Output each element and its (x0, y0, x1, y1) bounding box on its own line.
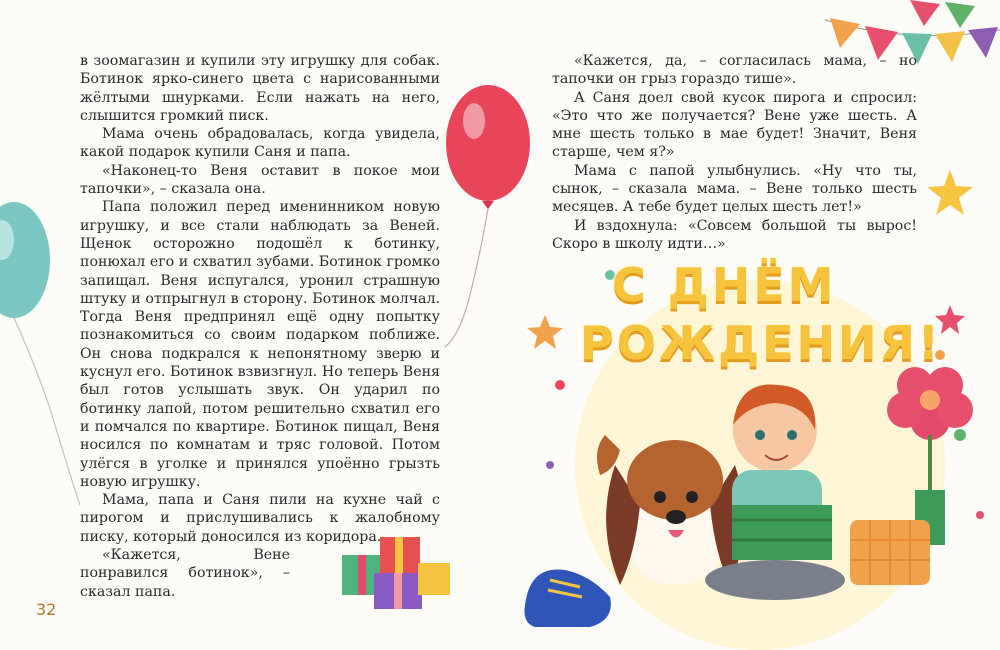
red-balloon-illustration (440, 85, 530, 355)
paragraph: Мама, папа и Саня пили на кухне чай с пирогом и прислушивались к жалобному писку, который доносился из коридора. (80, 492, 440, 545)
gold-star-icon (925, 168, 975, 218)
paragraph: «Кажется, да, – согласилась мама, – но тапочки он грыз гораздо тише». (552, 53, 917, 88)
paragraph: в зоомагазин и купили эту игрушку для собак. Ботинок ярко-синего цвета с нарисованными жёлтыми шнурками. Если нажать на него, слышится громкий писк. (80, 53, 440, 124)
paragraph: А Саня доел свой кусок пирога и спросил: «Это что же получается? Вене уже шесть. А мне шесть только в мае будет! Значит, Веня старше, чем я?» (552, 89, 917, 161)
right-text-column (552, 52, 917, 253)
paragraph: Папа положил перед именинником новую игрушку, и все стали наблюдать за Веней. Щенок осторожно подошёл к ботинку, понюхал его и схватил зубами. Ботинок громко запищал. Веня испугался, уронил страшную штуку и отпрыгнул в сторону. Ботинок молчал. Тогда Веня предпринял ещё одну попытку познакомиться со своим подарком поближе. Он снова подкрался к непонятному зверю и куснул его. Ботинок взвизгнул. Но теперь Веня был готов услышать звук. Он ударил по ботинку лапой, потом решительно схватил его и помчался по квартире. Ботинок пищал, Веня носился по комнатам и тряс головой. Потом улёгся в уголке и принялся упоённо грызть новую игрушку. (80, 199, 440, 490)
paragraph: «Наконец-то Веня оставит в покое мои тапочки», – сказала она. (80, 162, 440, 198)
page-number: 32 (36, 600, 57, 619)
paragraph: Мама очень обрадовалась, когда увидела, какой подарок купили Саня и папа. (80, 126, 440, 161)
banner-line-1: С ДНЁМ (612, 258, 837, 312)
paragraph: И вздохнула: «Совсем большой ты вырос! Скоро в школу идти…» (552, 217, 917, 252)
paragraph: «Кажется, Вене понравился ботинок», – сказал папа. (80, 547, 290, 600)
banner-line-2: РОЖДЕНИЯ! (580, 316, 942, 370)
left-text-column (80, 52, 440, 601)
paragraph: Мама с папой улыбнулись. «Ну что ты, сынок, – сказала мама. – Вене только шесть месяцев. А тебе будет целых шесть лет!» (552, 162, 917, 216)
